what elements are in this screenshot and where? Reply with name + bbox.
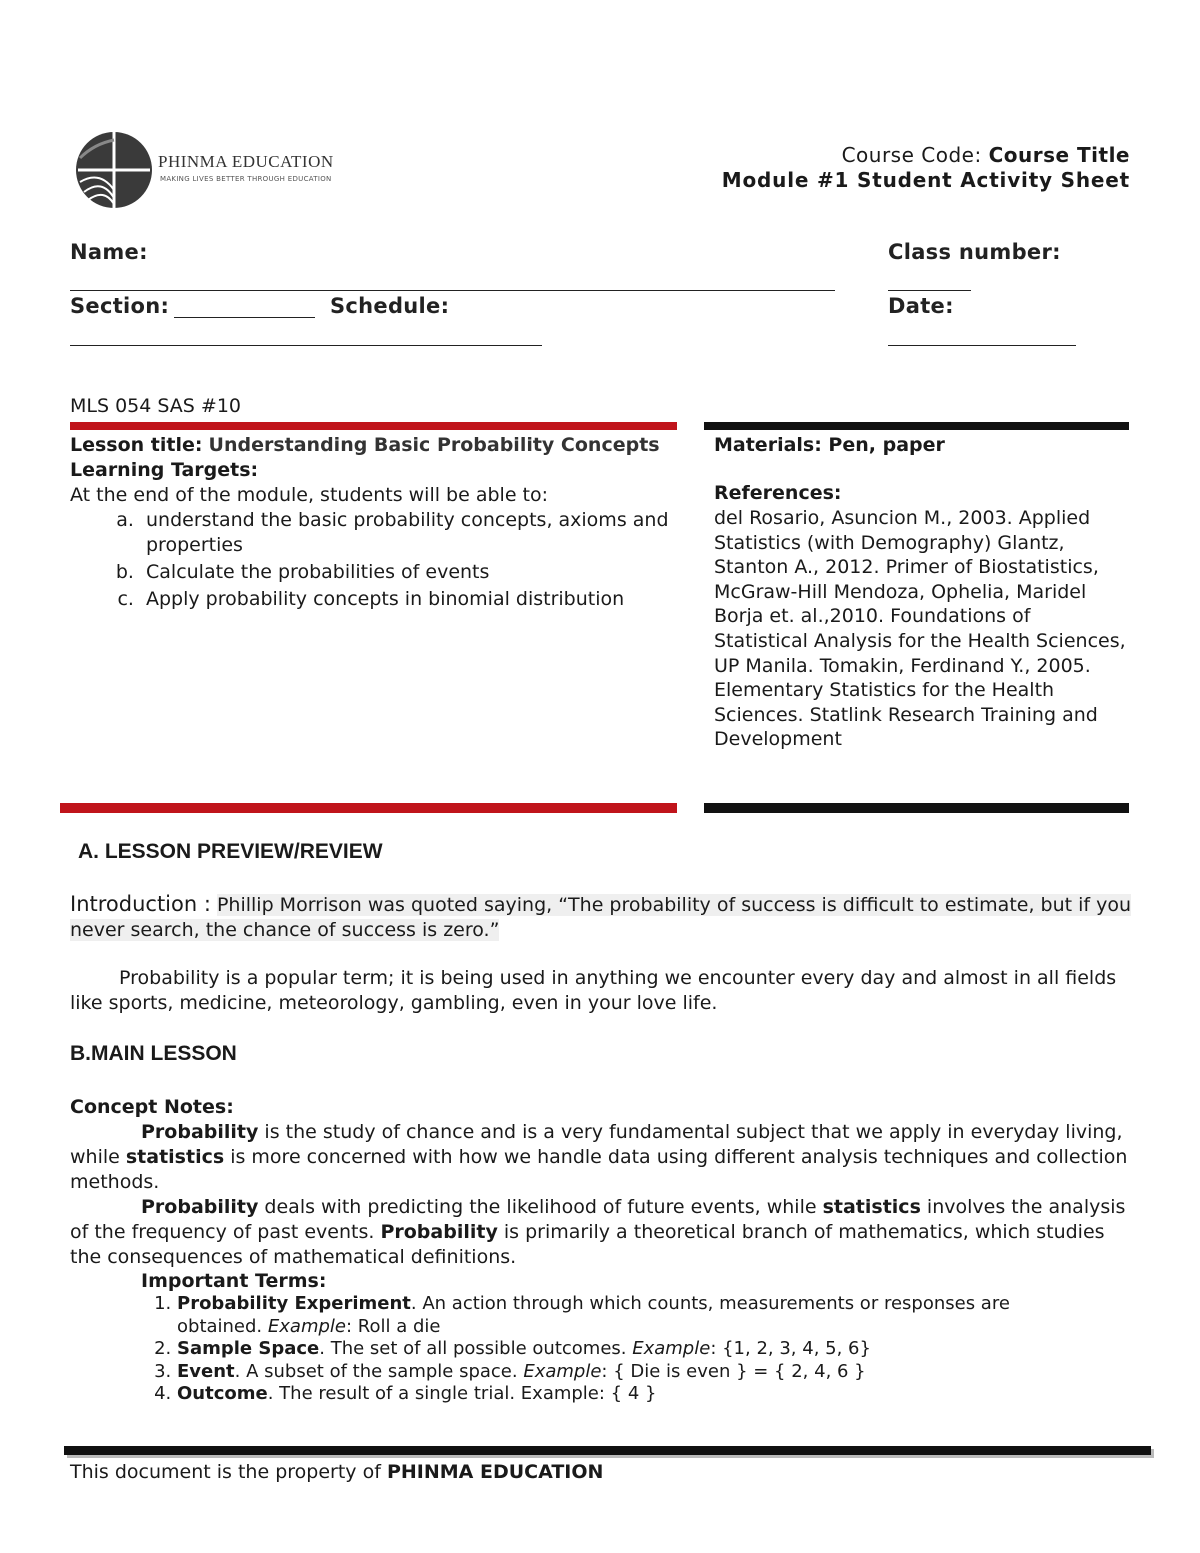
footer-text xyxy=(70,1461,603,1483)
right-box-bottom-bar xyxy=(704,803,1129,813)
term-definition: . The result of a single trial. Example: { 4 } xyxy=(267,1383,657,1404)
course-title: Course Title xyxy=(988,143,1130,167)
concept-paragraph-1 xyxy=(70,1120,1132,1195)
text-span: is primarily a theoretical branch of mathematics, which studies the consequences of mathematical definitions. xyxy=(70,1221,1105,1268)
term-name: Probability Experiment xyxy=(177,1293,411,1314)
concept-paragraph-2 xyxy=(70,1195,1132,1270)
learning-targets-label: Learning Targets: xyxy=(70,459,259,481)
concept-notes-label: Concept Notes: xyxy=(70,1096,234,1118)
term-probability: Probability xyxy=(141,1121,259,1143)
left-box-bottom-bar xyxy=(60,803,677,813)
module-title: Module #1 Student Activity Sheet xyxy=(721,168,1130,192)
targets-intro: At the end of the module, students will be able to: xyxy=(70,484,549,506)
lesson-title: Understanding Basic Probability Concepts xyxy=(208,434,660,456)
text-span: involves the analysis of the frequency of past events. xyxy=(70,1196,1126,1243)
targets-list xyxy=(70,508,670,612)
terms-list xyxy=(70,1293,1070,1406)
list-item xyxy=(177,1383,1070,1406)
introduction-quote: Phillip Morrison was quoted saying, “The probability of success is difficult to estimate, but if you never search, the chance of success is zero.” xyxy=(70,894,1132,941)
term-probability: Probability xyxy=(141,1196,259,1218)
section-field[interactable] xyxy=(174,317,315,318)
list-item: c. Apply probability concepts in binomial distribution xyxy=(140,587,670,612)
phinma-logo xyxy=(74,130,334,210)
footer-label: This document is the property of xyxy=(70,1461,381,1483)
example-text: : { Die is even } = { 2, 4, 6 } xyxy=(601,1360,866,1382)
example-label: Example xyxy=(523,1360,602,1382)
term-name: Outcome xyxy=(177,1383,268,1404)
example-text: : Roll a die xyxy=(345,1315,441,1337)
references-label: References: xyxy=(714,482,842,504)
lesson-title-label: Lesson title: xyxy=(70,434,203,456)
course-code-line xyxy=(842,143,1130,167)
lesson-info-box xyxy=(70,433,670,612)
activity-code: MLS 054 SAS #10 xyxy=(70,395,241,417)
text-span: deals with predicting the likelihood of future events, while xyxy=(258,1196,823,1218)
term-definition: . The set of all possible outcomes. xyxy=(319,1338,633,1359)
term-probability: Probability xyxy=(380,1221,498,1243)
example-label: Example xyxy=(632,1338,711,1359)
left-box-top-bar xyxy=(70,422,677,430)
important-terms-label: Important Terms: xyxy=(141,1270,327,1292)
schedule-field[interactable] xyxy=(70,345,542,346)
term-definition: . An action through which counts, measurements or responses are obtained. xyxy=(177,1293,1010,1337)
section-label: Section: xyxy=(70,294,170,318)
introduction-paragraph xyxy=(70,892,1132,943)
example-label: Example xyxy=(267,1315,346,1337)
text-span: is the study of chance and is a very fundamental subject that we apply in everyday living, while xyxy=(70,1121,1123,1168)
class-number-label: Class number: xyxy=(888,240,1061,264)
name-field[interactable] xyxy=(70,290,835,291)
logo-tagline: MAKING LIVES BETTER THROUGH EDUCATION xyxy=(160,175,332,183)
date-field[interactable] xyxy=(888,345,1076,346)
section-b-title: B.MAIN LESSON xyxy=(70,1042,237,1065)
course-code-label: Course Code: xyxy=(841,143,982,167)
materials-box xyxy=(714,433,1126,752)
list-item xyxy=(177,1293,1070,1338)
footer-bar xyxy=(64,1446,1151,1455)
example-text: : {1, 2, 3, 4, 5, 6} xyxy=(710,1338,871,1359)
footer-org: PHINMA EDUCATION xyxy=(386,1461,604,1483)
term-name: Sample Space xyxy=(177,1338,320,1359)
term-name: Event xyxy=(177,1360,235,1382)
class-number-field[interactable] xyxy=(888,290,971,291)
introduction-label: Introduction : xyxy=(70,892,211,916)
probability-paragraph: Probability is a popular term; it is being used in anything we encounter every day and almost in all fields like sports, medicine, meteorology, gambling, even in your love life. xyxy=(70,967,1117,1014)
list-item: a. understand the basic probability concepts, axioms and properties xyxy=(140,508,670,558)
term-statistics: statistics xyxy=(822,1196,921,1218)
schedule-label: Schedule: xyxy=(330,294,450,318)
list-item xyxy=(177,1361,1070,1384)
date-label: Date: xyxy=(888,294,954,318)
term-definition: . A subset of the sample space. xyxy=(234,1360,524,1382)
right-box-top-bar xyxy=(704,422,1129,430)
list-item: b. Calculate the probabilities of events xyxy=(140,560,670,585)
materials-text: Materials: Pen, paper xyxy=(714,434,945,456)
term-statistics: statistics xyxy=(125,1146,225,1168)
section-a-title: A. LESSON PREVIEW/REVIEW xyxy=(78,840,383,863)
list-item xyxy=(177,1338,1070,1361)
text-span: is more concerned with how we handle data using different analysis techniques and collection methods. xyxy=(70,1146,1128,1193)
name-label: Name: xyxy=(70,240,148,264)
references-text: del Rosario, Asuncion M., 2003. Applied Statistics (with Demography) Glantz, Stanton A., 2012. Primer of Biostatistics, McGraw-Hill Mendoza, Ophelia, Maridel Borja et. al.,2010. Foundations of Statistical Analysis for the Health Sciences, UP Manila. Tomakin, Ferdinand Y., 2005. Elementary Statistics for the Health Sciences. Statlink Research Training and Development xyxy=(714,507,1126,751)
terms-list-container xyxy=(70,1293,1070,1406)
logo-text: PHINMA EDUCATION xyxy=(158,152,334,171)
